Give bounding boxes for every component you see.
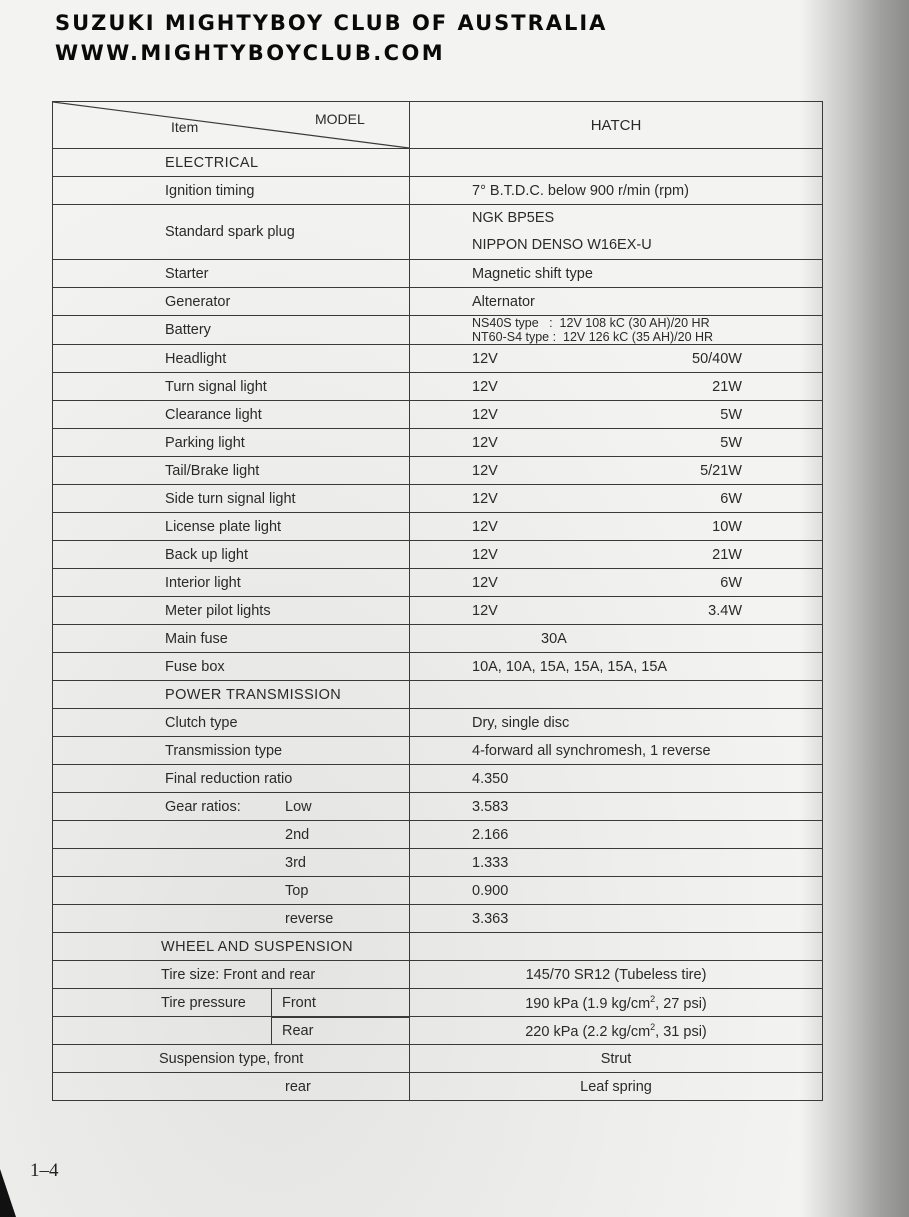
row-label: Back up light [53,541,410,569]
club-name: SUZUKI MIGHTYBOY CLUB OF AUSTRALIA [55,11,608,35]
wattage: 21W [712,546,742,563]
row-value: Magnetic shift type [410,260,823,288]
scan-corner-shadow [0,1169,16,1217]
table-row [53,401,823,429]
table-row [53,905,823,933]
row-label: Parking light [53,429,410,457]
battery-nt60s4: NT60-S4 type : 12V 126 kC (35 AH)/20 HR [472,330,714,344]
table-row [53,793,823,821]
page-number: 1–4 [30,1160,59,1181]
row-label: Suspension type, front [53,1045,410,1073]
tire-rear-label: Rear [271,1017,409,1044]
gear-name: 2nd [285,826,310,843]
section-row [53,149,823,177]
table-row [53,513,823,541]
row-label: Final reduction ratio [53,765,410,793]
table-row [53,709,823,737]
section-row [53,933,823,961]
item-model-corner-cell [53,102,410,149]
table-row [53,737,823,765]
row-label: Turn signal light [53,373,410,401]
table-row [53,260,823,288]
wattage: 5W [720,406,742,423]
row-label: Tire size: Front and rear [53,961,410,989]
table-row [53,205,823,260]
row-value: 10A, 10A, 15A, 15A, 15A, 15A [410,653,823,681]
voltage: 12V [472,490,498,507]
row-value: 145/70 SR12 (Tubeless tire) [410,961,823,989]
section-row [53,681,823,709]
row-label: Battery [53,316,410,345]
wattage: 50/40W [692,350,742,367]
voltage: 12V [472,350,498,367]
tire-rear-value: 220 kPa (2.2 $kg/cm^2$, 31 psi) [410,1017,823,1045]
gear-ratio: 3.583 [410,793,823,821]
table-row [53,877,823,905]
table-row [53,653,823,681]
wattage: 5W [720,434,742,451]
table-row [53,1073,823,1101]
row-value: Dry, single disc [410,709,823,737]
gear-ratio: 1.333 [410,849,823,877]
gear-ratios-label: Gear ratios: [165,798,241,815]
section-wheel-suspension: WHEEL AND SUSPENSION [53,933,410,961]
row-label: rear [53,1073,410,1101]
gear-ratio: 3.363 [410,905,823,933]
wattage: 5/21W [700,462,742,479]
row-label: License plate light [53,513,410,541]
row-value: 7° B.T.D.C. below 900 r/min (rpm) [410,177,823,205]
voltage: 12V [472,378,498,395]
model-label: MODEL [315,111,365,127]
row-value: Strut [410,1045,823,1073]
row-label: Clearance light [53,401,410,429]
table-row [53,569,823,597]
table-row [53,821,823,849]
row-label: Generator [53,288,410,316]
table-header-row [53,102,823,149]
section-power-transmission: POWER TRANSMISSION [53,681,410,709]
table-row [53,429,823,457]
voltage: 12V [472,434,498,451]
wattage: 21W [712,378,742,395]
row-value: 4.350 [410,765,823,793]
table-row [53,485,823,513]
gear-ratio: 2.166 [410,821,823,849]
table-row [53,625,823,653]
table-row [53,597,823,625]
gear-name: Top [285,882,309,899]
club-header [55,8,607,68]
spark-plug-denso: NIPPON DENSO W16EX-U [472,237,652,253]
section-electrical: ELECTRICAL [53,149,410,177]
gear-name: reverse [285,910,334,927]
gear-name: Low [285,798,312,815]
table-row [53,316,823,345]
model-hatch: HATCH [410,102,823,149]
row-label: Fuse box [53,653,410,681]
specifications-table [52,101,823,1101]
row-label: Main fuse [53,625,410,653]
row-label: Transmission type [53,737,410,765]
item-label: Item [171,119,199,135]
table-row [53,177,823,205]
row-value [410,316,823,345]
tire-pressure-label: Tire pressure [161,994,246,1011]
row-value: 30A [410,625,823,653]
row-label: Interior light [53,569,410,597]
row-label: Headlight [53,345,410,373]
table-row [53,765,823,793]
voltage: 12V [472,406,498,423]
table-row [53,541,823,569]
battery-ns40s: NS40S type : 12V 108 kC (30 AH)/20 HR [472,316,710,330]
table-row [53,1045,823,1073]
tire-front-label: Front [271,989,316,1016]
wattage: 6W [720,490,742,507]
wattage: 6W [720,574,742,591]
table-row [53,288,823,316]
spark-plug-ngk: NGK BP5ES [472,210,555,226]
voltage: 12V [472,574,498,591]
voltage: 12V [472,462,498,479]
voltage: 12V [472,546,498,563]
row-label: Meter pilot lights [53,597,410,625]
row-label: Tail/Brake light [53,457,410,485]
gear-name: 3rd [285,854,306,871]
voltage: 12V [472,602,498,619]
row-value [410,205,823,260]
row-label: Starter [53,260,410,288]
table-row [53,345,823,373]
tire-front-value: 190 kPa (1.9 $kg/cm^2$, 27 psi) [410,989,823,1017]
table-row [53,961,823,989]
row-label: Clutch type [53,709,410,737]
wattage: 10W [712,518,742,535]
table-row [53,989,823,1017]
voltage: 12V [472,518,498,535]
wattage: 3.4W [708,602,742,619]
table-row [53,457,823,485]
row-value: Alternator [410,288,823,316]
row-label: Standard spark plug [53,205,410,260]
row-value: Leaf spring [410,1073,823,1101]
table-row [53,849,823,877]
row-value: 4-forward all synchromesh, 1 reverse [410,737,823,765]
club-website: WWW.MIGHTYBOYCLUB.COM [55,41,446,65]
table-row [53,1017,823,1045]
row-label: Ignition timing [53,177,410,205]
gear-ratio: 0.900 [410,877,823,905]
table-row [53,373,823,401]
row-label: Side turn signal light [53,485,410,513]
